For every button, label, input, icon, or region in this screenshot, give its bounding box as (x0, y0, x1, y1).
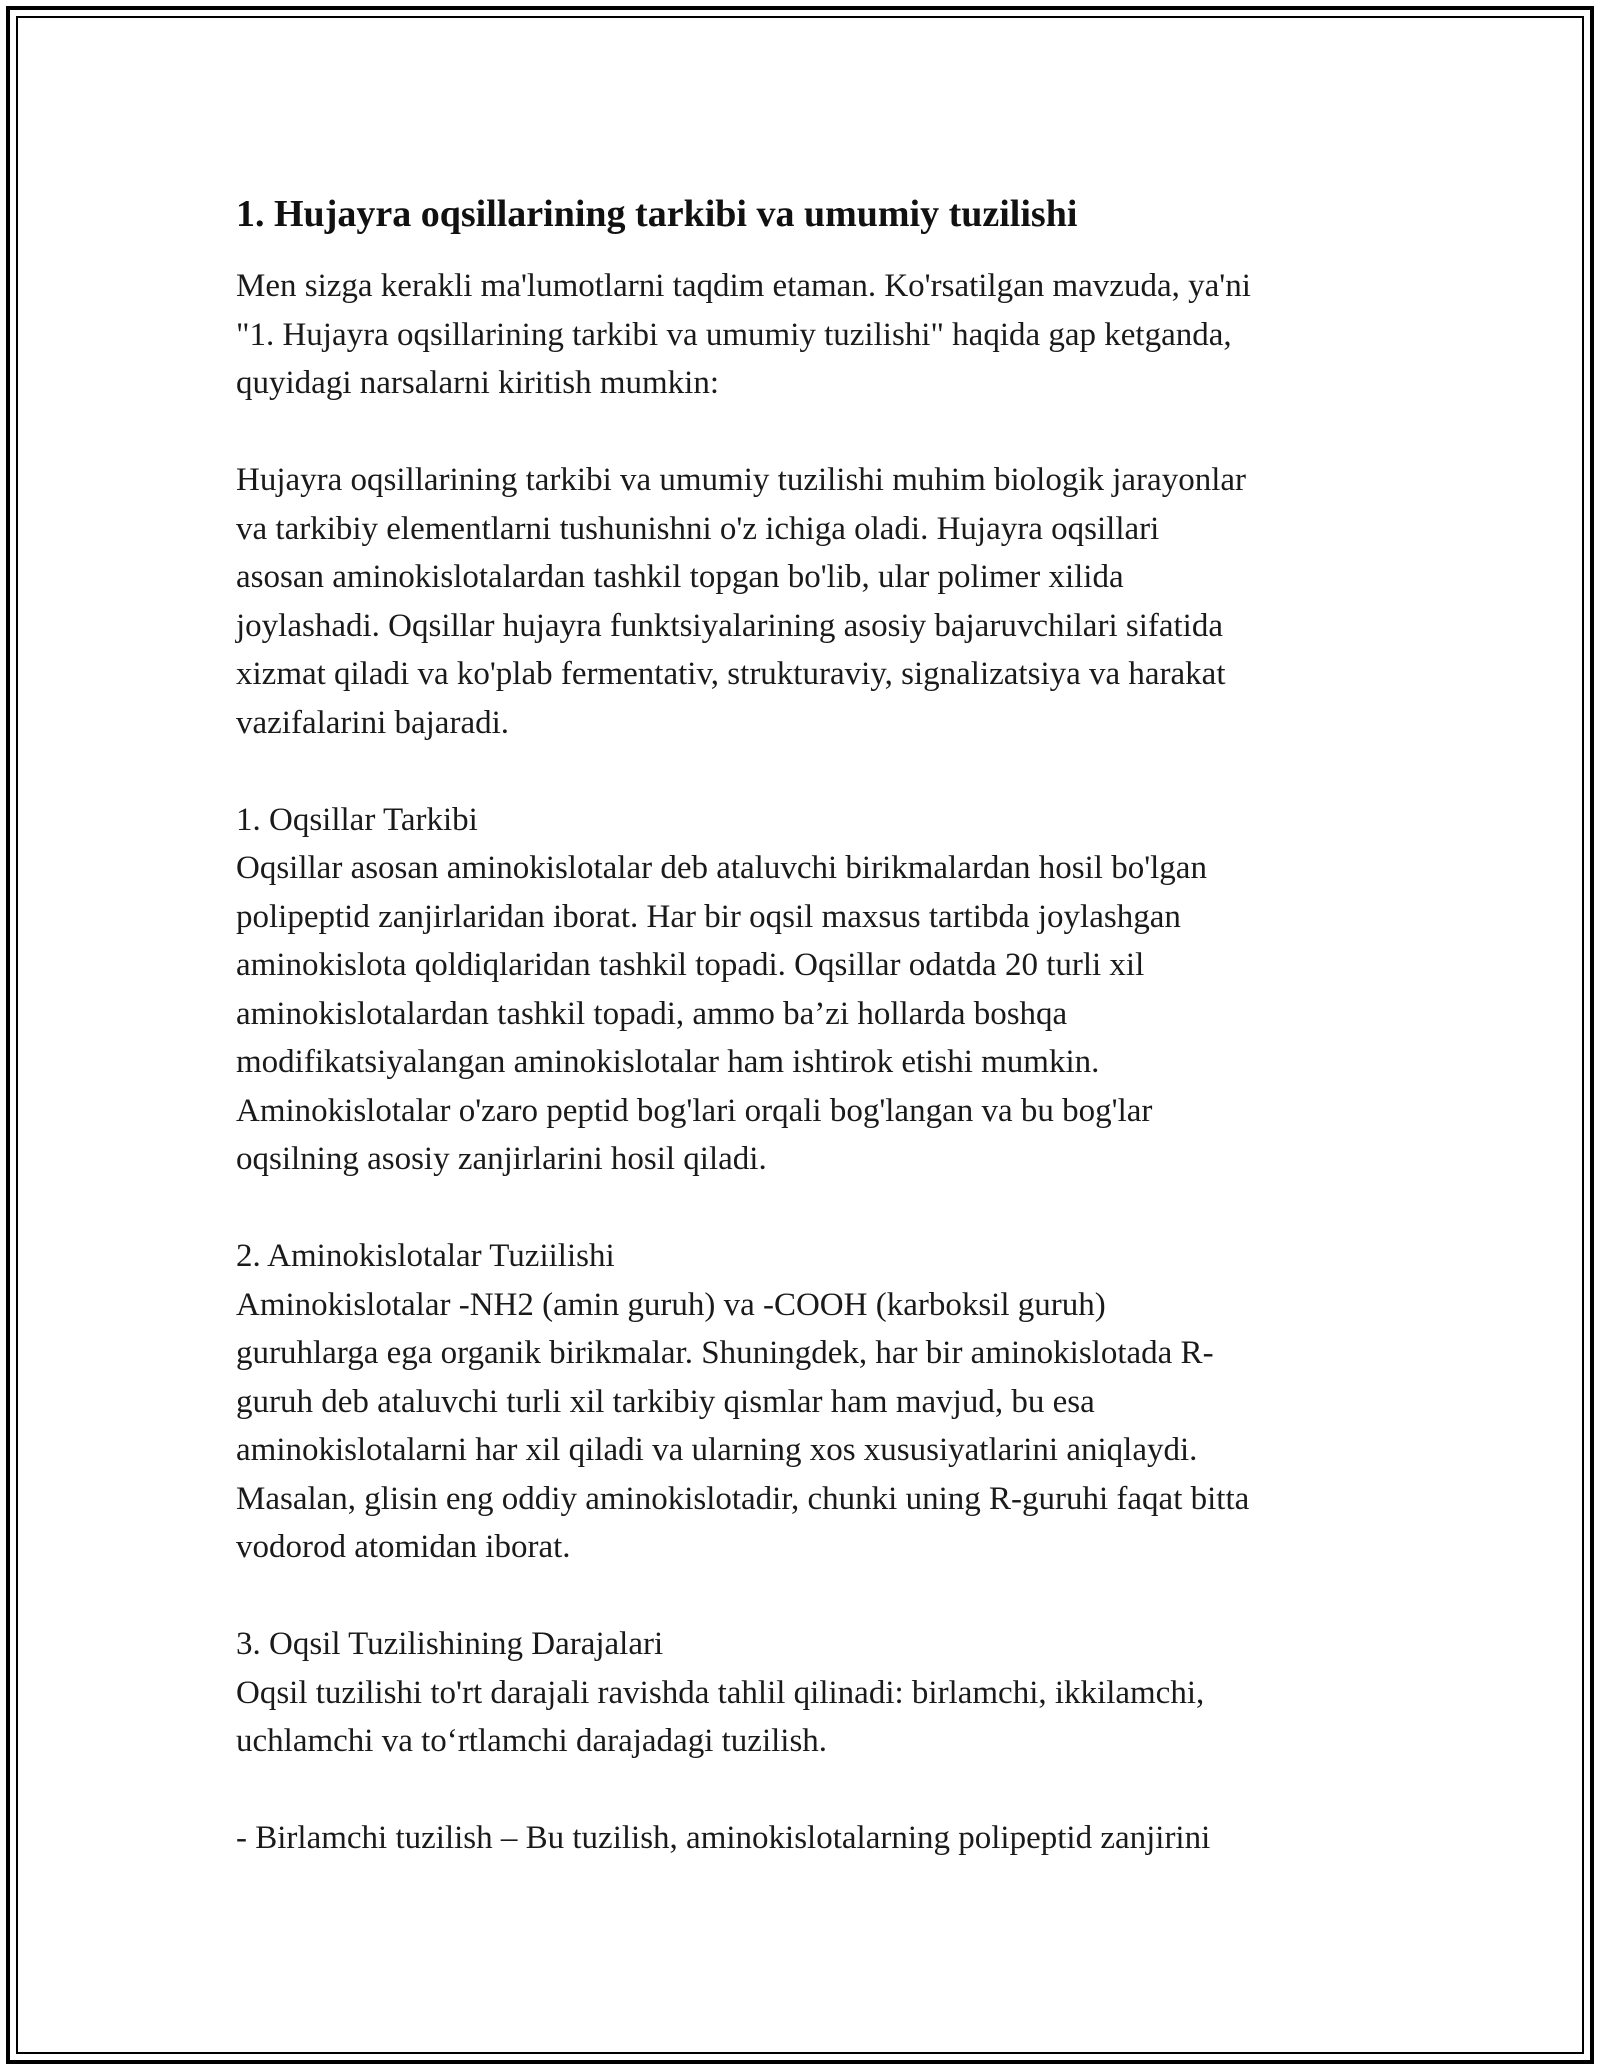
section-3 (236, 1620, 1366, 1766)
section-body: Oqsillar asosan aminokislotalar deb ataluvchi birikmalardan hosil bo'lgan polipeptid zanjirlaridan iborat. Har bir oqsil maxsus tartibda joylashgan aminokislota qoldiqlaridan tashkil topadi. Oqsillar odatda 20 turli xil aminokislotalardan tashkil topadi, ammo ba’zi hollarda boshqa modifikatsiyalangan aminokislotalar ham ishtirok etishi mumkin. Aminokislotalar o'zaro peptid bog'lari orqali bog'langan va bu bog'lar oqsilning asosiy zanjirlarini hosil qiladi. (236, 850, 1207, 1177)
overview-paragraph: Hujayra oqsillarining tarkibi va umumiy tuzilishi muhim biologik jarayonlar va tarkibiy elementlarni tushunishni o'z ichiga oladi. Hujayra oqsillari asosan aminokislotalardan tashkil topgan bo'lib, ular polimer xilida joylashadi. Oqsillar hujayra funktsiyalarining asosiy bajaruvchilari sifatida xizmat qiladi va ko'plab fermentativ, strukturaviy, signalizatsiya va harakat vazifalarini bajaradi. (236, 462, 1246, 741)
document-title: 1. Hujayra oqsillarining tarkibi va umumiy tuzilishi (236, 193, 1078, 235)
paragraph-spacer (236, 408, 1366, 457)
section-heading: 1. Oqsillar Tarkibi (236, 801, 478, 838)
list-item: - Birlamchi tuzilish – Bu tuzilish, aminokislotalarning polipeptid zanjirini (236, 1820, 1211, 1856)
paragraph-spacer (236, 1184, 1366, 1233)
paragraph-spacer (236, 1572, 1366, 1621)
section-1 (236, 796, 1366, 1184)
intro-paragraph: Men sizga kerakli ma'lumotlarni taqdim etaman. Ko'rsatilgan mavzuda, ya'ni "1. Hujayra oqsillarining tarkibi va umumiy tuzilishi" haqida gap ketganda, quyidagi narsalarni kiritish mumkin: (236, 268, 1251, 401)
document-body (236, 188, 1366, 1863)
section-body: Oqsil tuzilishi to'rt darajali ravishda tahlil qilinadi: birlamchi, ikkilamchi, uchlamchi va to‘rtlamchi darajadagi tuzilish. (236, 1674, 1205, 1759)
section-2 (236, 1232, 1366, 1572)
section-heading: 2. Aminokislotalar Tuziilishi (236, 1238, 615, 1274)
paragraph-spacer (236, 747, 1366, 796)
section-body: Aminokislotalar -NH2 (amin guruh) va -COOH (karboksil guruh) guruhlarga ega organik birikmalar. Shuningdek, har bir aminokislotada R- guruh deb ataluvchi turli xil tarkibiy qismlar ham mavjud, bu esa aminokislotalarni har xil qiladi va ularning xos xususiyatlarini aniqlaydi. Masalan, glisin eng oddiy aminokislotadir, chunki uning R-guruhi faqat bitta vodorod atomidan iborat. (236, 1286, 1250, 1565)
section-heading: 3. Oqsil Tuzilishining Darajalari (236, 1626, 664, 1662)
paragraph-spacer (236, 1766, 1366, 1815)
